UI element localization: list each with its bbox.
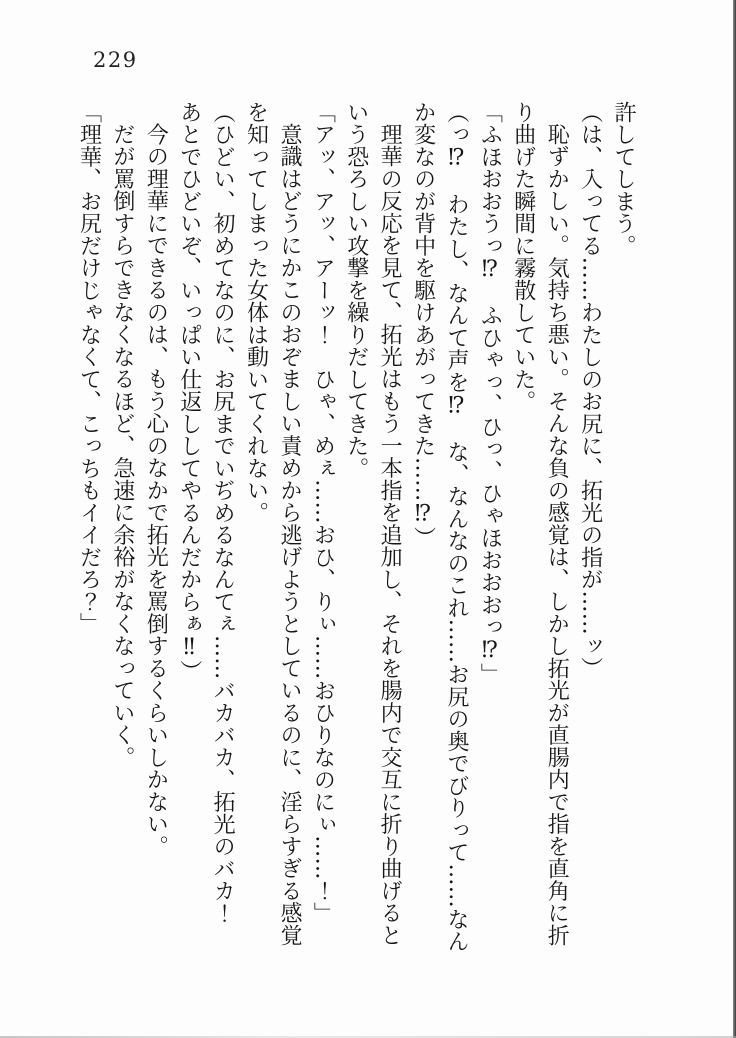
- text-line: （ひどい、初めてなのに、お尻までいぢめるなんてぇ……バカバカ、拓光のバカ！: [210, 101, 236, 925]
- text-line: 意識はどうにかこのおぞましい責めから逃げようとしているのに、淫らすぎる感覚: [276, 123, 302, 947]
- text-line: 理華の反応を見て、拓光はもう一本指を追加し、それを腸内で交互に折り曲げると: [377, 123, 403, 947]
- text-line: 「アッ、アッ、アーッ！ ひゃ、めぇ……おひ、りぃ……おひりなのにぃ……！」: [310, 101, 336, 925]
- text-line: だが罵倒すらできなくなるほど、急速に余裕がなくなっていく。: [109, 123, 135, 769]
- text-line: あとでひどいぞ、いっぱい仕返ししてやるんだからぁ‼）: [176, 101, 202, 683]
- text-line: り曲げた瞬間に霧散していた。: [510, 101, 536, 413]
- text-line: 恥ずかしい。気持ち悪い。そんな負の感覚は、しかし拓光が直腸内で指を直角に折: [544, 123, 570, 947]
- text-line: 「ふほおおうっ⁉ ふひゃっ、ひっ、ひゃほおおおっ⁉」: [477, 101, 503, 686]
- text-line: いう恐ろしい攻撃を繰りだしてきた。: [343, 101, 369, 480]
- text-line: 今の理華にできるのは、もう心のなかで拓光を罵倒するくらいしかない。: [143, 123, 169, 858]
- text-line: を知ってしまった女体は動いてくれない。: [243, 101, 269, 524]
- body-text-block: [64, 101, 640, 957]
- text-line: 許してしまう。: [611, 101, 636, 257]
- text-line: （っ⁉ わたし、なんて声を⁉ な、なんなのこれ……お尻の奥でびりって……なん: [443, 101, 469, 953]
- page-number: 229: [93, 48, 138, 72]
- text-line: （は、入ってる……わたしのお尻に、拓光の指が……ッ）: [577, 101, 603, 680]
- text-line: か変なのが背中を駆けあがってきた……⁉）: [410, 101, 436, 549]
- text-line: 「理華、お尻だけじゃなくて、こっちもイイだろ？」: [76, 101, 102, 635]
